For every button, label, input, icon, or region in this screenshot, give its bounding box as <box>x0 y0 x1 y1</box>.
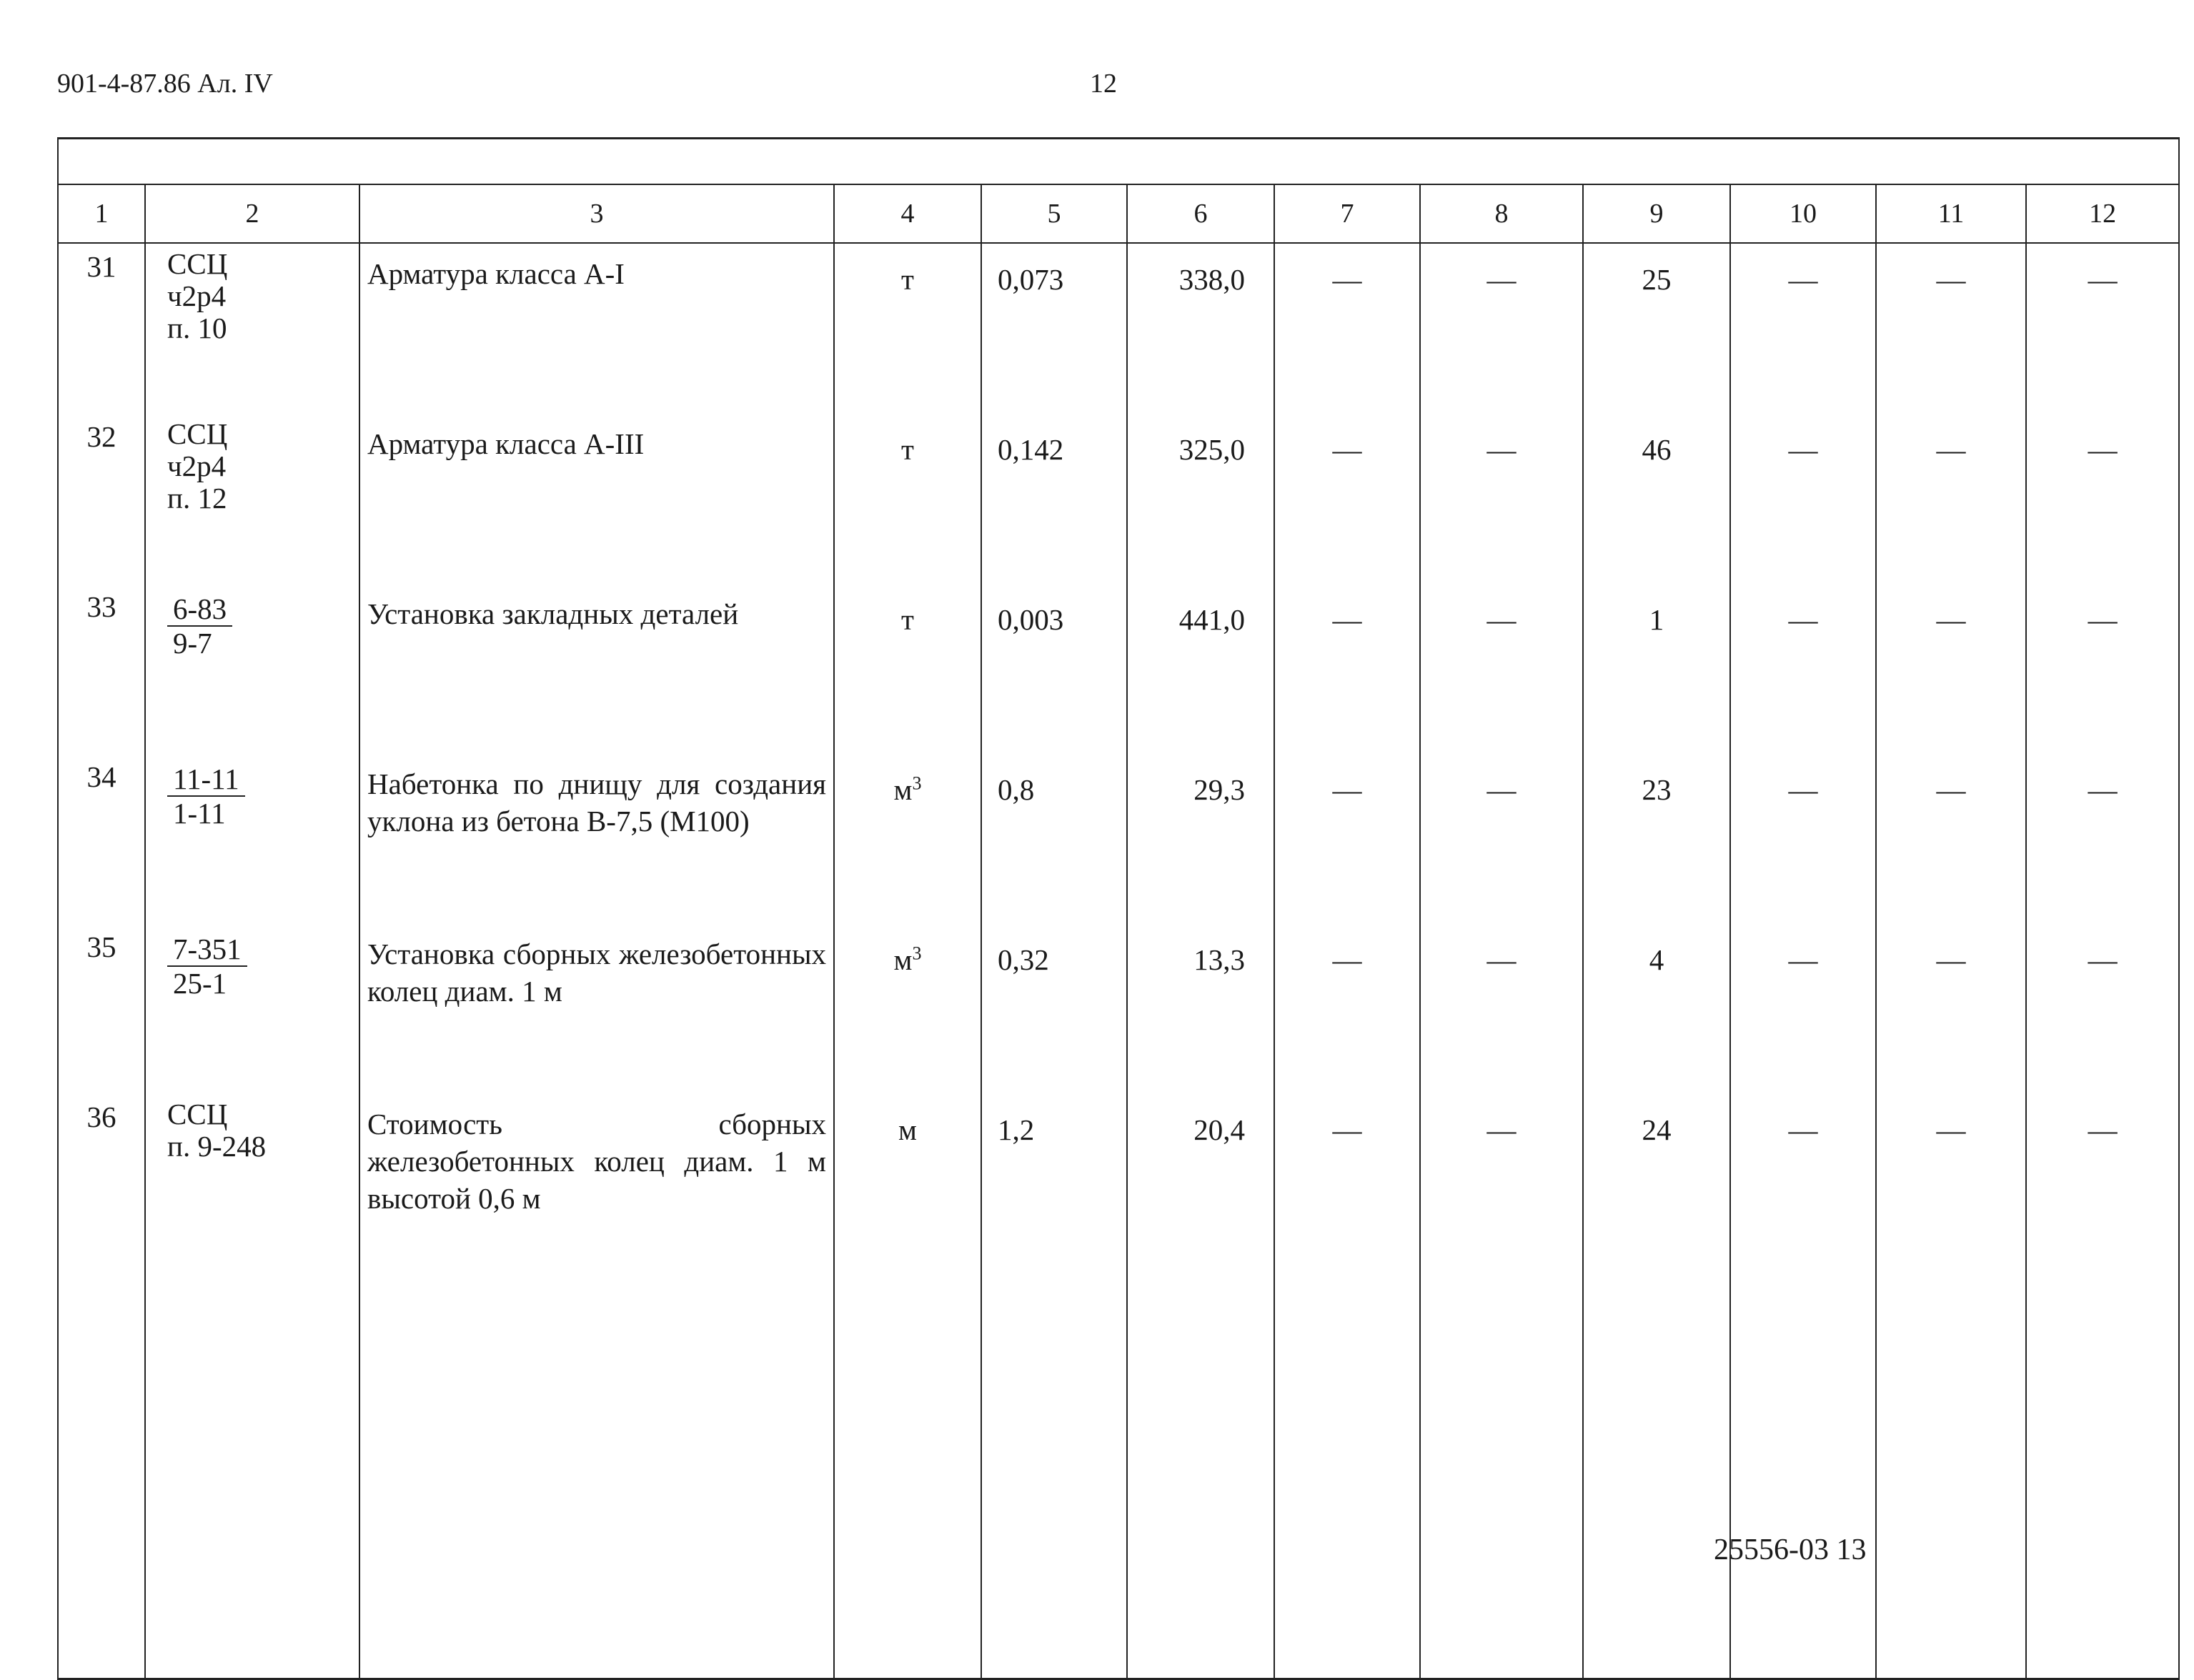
cell-col11: — <box>1876 243 2026 414</box>
rate-code-fraction <box>167 934 247 998</box>
cell-col6: 20,4 <box>1127 1094 1274 1679</box>
cell-col11: — <box>1876 754 2026 924</box>
unit <box>834 924 981 1094</box>
cell-col8: — <box>1420 584 1583 754</box>
column-number: 9 <box>1583 184 1730 243</box>
rate-code <box>145 584 359 754</box>
rate-code-line: п. 9-248 <box>167 1130 267 1163</box>
cell-col7: — <box>1274 243 1420 414</box>
work-description: Установка сборных железобетонных колец диам. 1 м <box>359 924 834 1094</box>
row-number: 34 <box>58 754 145 924</box>
work-description: Набетонка по днищу для создания уклона из бетона В-7,5 (М100) <box>359 754 834 924</box>
cell-col11: — <box>1876 924 2026 1094</box>
cell-col11: — <box>1876 414 2026 584</box>
cell-col10: — <box>1730 754 1876 924</box>
unit <box>834 584 981 754</box>
rate-code-denominator: 9-7 <box>173 627 212 660</box>
column-number: 11 <box>1876 184 2026 243</box>
unit <box>834 243 981 414</box>
rate-code-line: ч2р4 <box>167 279 227 312</box>
cell-col9: 1 <box>1583 584 1730 754</box>
rate-code <box>145 754 359 924</box>
cell-col5: 0,073 <box>981 243 1127 414</box>
work-description: Арматура класса А-III <box>359 414 834 584</box>
column-number: 2 <box>145 184 359 243</box>
cell-col9: 4 <box>1583 924 1730 1094</box>
column-number: 10 <box>1730 184 1876 243</box>
unit-text: м <box>893 773 913 806</box>
unit-superscript: 3 <box>912 943 922 964</box>
cell-col10: — <box>1730 243 1876 414</box>
rate-code-line: п. 10 <box>167 312 227 344</box>
work-description: Стоимость сборных железобетонных колец диам. 1 м высотой 0,6 м <box>359 1094 834 1679</box>
rate-code <box>145 1094 359 1679</box>
rate-code-numerator: 11-11 <box>167 764 245 797</box>
cell-col7: — <box>1274 584 1420 754</box>
column-number: 6 <box>1127 184 1274 243</box>
rate-code-line: п. 12 <box>167 482 227 515</box>
table-row <box>58 1094 2179 1679</box>
cell-col11: — <box>1876 1094 2026 1679</box>
estimate-table <box>57 137 2180 1680</box>
table-row <box>58 243 2179 414</box>
column-number: 12 <box>2026 184 2179 243</box>
cell-col8: — <box>1420 414 1583 584</box>
document-code: 901-4-87.86 Ал. IV <box>57 69 273 99</box>
cell-col10: — <box>1730 584 1876 754</box>
cell-col8: — <box>1420 754 1583 924</box>
cell-col7: — <box>1274 754 1420 924</box>
row-number: 32 <box>58 414 145 584</box>
column-number-row <box>58 184 2179 243</box>
table-row <box>58 924 2179 1094</box>
rate-code-denominator: 1-11 <box>173 797 226 830</box>
cell-col6: 325,0 <box>1127 414 1274 584</box>
row-number: 36 <box>58 1094 145 1679</box>
rate-code-numerator: 6-83 <box>167 594 232 627</box>
cell-col8: — <box>1420 1094 1583 1679</box>
row-number: 33 <box>58 584 145 754</box>
unit-text: т <box>901 433 914 466</box>
column-number: 1 <box>58 184 145 243</box>
unit <box>834 754 981 924</box>
column-number: 7 <box>1274 184 1420 243</box>
row-number: 31 <box>58 243 145 414</box>
cell-col5: 1,2 <box>981 1094 1127 1679</box>
cell-col9: 23 <box>1583 754 1730 924</box>
column-number: 4 <box>834 184 981 243</box>
cell-col8: — <box>1420 924 1583 1094</box>
column-number: 3 <box>359 184 834 243</box>
row-number: 35 <box>58 924 145 1094</box>
cell-col6: 441,0 <box>1127 584 1274 754</box>
rate-code-fraction <box>167 594 232 658</box>
cell-col11: — <box>1876 584 2026 754</box>
cell-col6: 29,3 <box>1127 754 1274 924</box>
unit <box>834 1094 981 1679</box>
cell-col10: — <box>1730 1094 1876 1679</box>
rate-code-numerator: 7-351 <box>167 934 247 967</box>
table-row <box>58 414 2179 584</box>
cell-col10: — <box>1730 924 1876 1094</box>
table-row <box>58 754 2179 924</box>
unit <box>834 414 981 584</box>
cell-col6: 338,0 <box>1127 243 1274 414</box>
column-number: 8 <box>1420 184 1583 243</box>
cell-col12: — <box>2026 754 2179 924</box>
cell-col7: — <box>1274 414 1420 584</box>
cell-col12: — <box>2026 1094 2179 1679</box>
cell-col9: 25 <box>1583 243 1730 414</box>
work-description: Установка закладных деталей <box>359 584 834 754</box>
cell-col9: 24 <box>1583 1094 1730 1679</box>
unit-text: м <box>893 943 913 976</box>
rate-code-line: ССЦ <box>167 1098 228 1130</box>
work-description: Арматура класса А-I <box>359 243 834 414</box>
cell-col5: 0,32 <box>981 924 1127 1094</box>
rate-code-line: ССЦ <box>167 417 228 450</box>
rate-code-fraction <box>167 764 245 828</box>
rate-code-line: ССЦ <box>167 247 228 280</box>
footer-code: 25556-03 13 <box>1714 1534 1867 1566</box>
page-number: 12 <box>1090 69 1117 99</box>
unit-text: т <box>901 603 914 636</box>
rate-code-denominator: 25-1 <box>173 967 227 1000</box>
cell-col7: — <box>1274 924 1420 1094</box>
unit-text: м <box>898 1113 917 1146</box>
cell-col10: — <box>1730 414 1876 584</box>
rate-code <box>145 924 359 1094</box>
cell-col12: — <box>2026 414 2179 584</box>
rate-code <box>145 243 359 414</box>
cell-col5: 0,003 <box>981 584 1127 754</box>
cell-col8: — <box>1420 243 1583 414</box>
unit-text: т <box>901 263 914 296</box>
cell-col12: — <box>2026 243 2179 414</box>
cell-col12: — <box>2026 924 2179 1094</box>
cell-col6: 13,3 <box>1127 924 1274 1094</box>
cell-col5: 0,8 <box>981 754 1127 924</box>
table-top-cell <box>58 139 2179 185</box>
cell-col12: — <box>2026 584 2179 754</box>
cell-col5: 0,142 <box>981 414 1127 584</box>
cell-col7: — <box>1274 1094 1420 1679</box>
rate-code <box>145 414 359 584</box>
column-number: 5 <box>981 184 1127 243</box>
table-row <box>58 584 2179 754</box>
cell-col9: 46 <box>1583 414 1730 584</box>
table-top-row <box>58 139 2179 185</box>
rate-code-line: ч2р4 <box>167 449 227 482</box>
unit-superscript: 3 <box>912 772 922 794</box>
